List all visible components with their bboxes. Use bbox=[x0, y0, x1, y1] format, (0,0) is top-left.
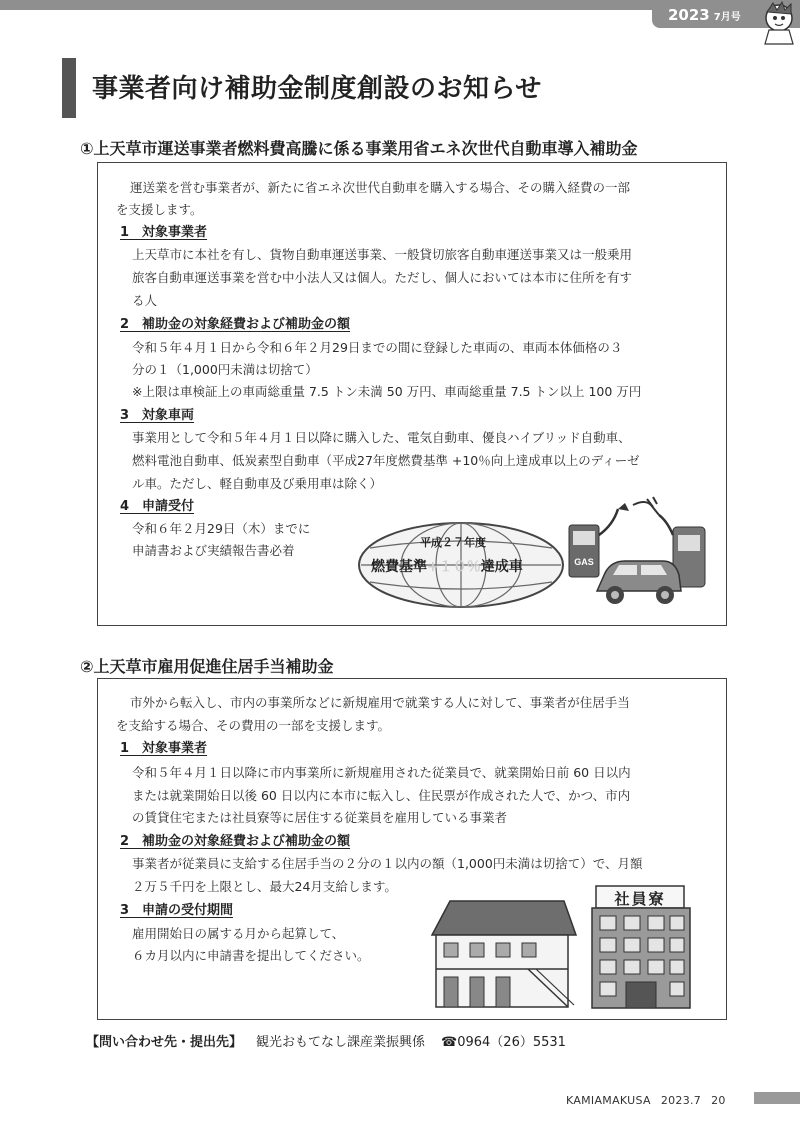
section1-item3-line: ル車。ただし、軽自動車及び乗用車は除く） bbox=[132, 476, 383, 491]
issue-year: 2023 bbox=[668, 6, 710, 24]
section2-item1-line: 令和５年４月１日以降に市内事業所に新規雇用された従業員で、就業開始日前 60 日以内 bbox=[132, 765, 631, 780]
section2-item1-title: 1 対象事業者 bbox=[120, 741, 208, 756]
section1-item4-title: 4 申請受付 bbox=[120, 499, 195, 514]
section2-item3-line: 雇用開始日の属する月から起算して、 bbox=[132, 926, 345, 941]
footer-magazine: KAMIAMAKUSA bbox=[566, 1094, 651, 1107]
contact-label: 【問い合わせ先・提出先】 bbox=[86, 1035, 243, 1050]
section1-item1-line: 旅客自動車運送事業を営む中小法人又は個人。ただし、個人においては本市に住所を有す bbox=[132, 270, 633, 285]
page-footer bbox=[566, 1094, 736, 1107]
section2-intro-line: を支給する場合、その費用の一部を支援します。 bbox=[116, 718, 391, 733]
issue-month: 7月号 bbox=[713, 12, 741, 23]
page-title: 事業者向け補助金制度創設のお知らせ bbox=[92, 74, 542, 104]
section2-item2-line: 事業者が従業員に支給する住居手当の２分の１以内の額（1,000円未満は切捨て）で、月額 bbox=[132, 856, 643, 871]
section1-item2-line: 分の１（1,000円未満は切捨て） bbox=[132, 362, 318, 377]
section1-item2-line: ※上限は車検証上の車両総重量 7.5 トン未満 50 万円、車両総重量 7.5 トン以上 100 万円 bbox=[132, 384, 642, 399]
section1-item1-title: 1 対象事業者 bbox=[120, 225, 208, 240]
house-illustration bbox=[428, 895, 578, 1010]
section2-item2-line: ２万５千円を上限とし、最大24月支給します。 bbox=[132, 879, 397, 894]
section1-intro-line: を支援します。 bbox=[116, 202, 203, 217]
contact-org: 観光おもてなし課産業振興係 bbox=[256, 1035, 426, 1050]
globe-caption-b: +１０％ bbox=[427, 559, 481, 575]
section1-intro-line: 運送業を営む事業者が、新たに省エネ次世代自動車を購入する場合、その購入経費の一部 bbox=[130, 180, 631, 195]
mascot-icon bbox=[755, 0, 800, 45]
globe-caption-c: 達成車 bbox=[480, 559, 523, 575]
section2-item3-title: 3 申請の受付期間 bbox=[120, 903, 234, 918]
section1-item1-line: る人 bbox=[132, 293, 158, 308]
section1-item3-line: 事業用として令和５年４月１日以降に購入した、電気自動車、優良ハイブリッド自動車、 bbox=[132, 430, 631, 445]
section2-item1-line: または就業開始日以後 60 日以内に本市に転入し、住民票が作成された人で、かつ、市内 bbox=[132, 788, 631, 803]
section1-item2-line: 令和５年４月１日から令和６年２月29日までの間に登録した車両の、車両本体価格の３ bbox=[132, 340, 623, 355]
section2-heading: ②上天草市雇用促進住居手当補助金 bbox=[80, 657, 334, 676]
section1-item1-line: 上天草市に本社を有し、貨物自動車運送事業、一般貸切旅客自動車運送事業又は一般乗用 bbox=[132, 247, 633, 262]
section1-item2-title: 2 補助金の対象経費および補助金の額 bbox=[120, 317, 351, 332]
section1-item4-line: 令和６年２月29日（木）までに bbox=[132, 521, 311, 536]
gas-pump-label: GAS bbox=[574, 557, 594, 567]
dorm-sign: 社員寮 bbox=[614, 890, 666, 908]
section2-item3-line: ６カ月以内に申請書を提出してください。 bbox=[132, 948, 370, 963]
title-accent-bar bbox=[62, 58, 76, 118]
footer-issue: 2023.7 bbox=[660, 1094, 702, 1107]
globe-caption-top: 平成２７年度 bbox=[420, 536, 486, 549]
globe-caption-main bbox=[371, 556, 523, 576]
section1-heading: ①上天草市運送事業者燃料費高騰に係る事業用省エネ次世代自動車導入補助金 bbox=[80, 139, 638, 158]
section1-item3-title: 3 対象車両 bbox=[120, 408, 195, 423]
section2-item1-line: の賃貸住宅または社員寮等に居住する従業員を雇用している事業者 bbox=[132, 810, 508, 825]
section1-item4-line: 申請書および実績報告書必着 bbox=[132, 543, 295, 558]
contact-info bbox=[86, 1031, 566, 1050]
footer-bar bbox=[754, 1092, 800, 1104]
issue-label bbox=[668, 6, 741, 24]
section1-item3-line: 燃料電池自動車、低炭素型自動車（平成27年度燃費基準 +10％向上達成車以上のディーゼ bbox=[132, 453, 640, 468]
eco-car-illustration bbox=[563, 495, 713, 615]
contact-phone: ☎0964（26）5531 bbox=[441, 1035, 566, 1050]
section2-item2-title: 2 補助金の対象経費および補助金の額 bbox=[120, 834, 351, 849]
section2-intro-line: 市外から転入し、市内の事業所などに新規雇用で就業する人に対して、事業者が住居手当 bbox=[130, 695, 630, 710]
globe-caption-a: 燃費基準 bbox=[371, 559, 427, 575]
page-number: 20 bbox=[711, 1094, 726, 1107]
